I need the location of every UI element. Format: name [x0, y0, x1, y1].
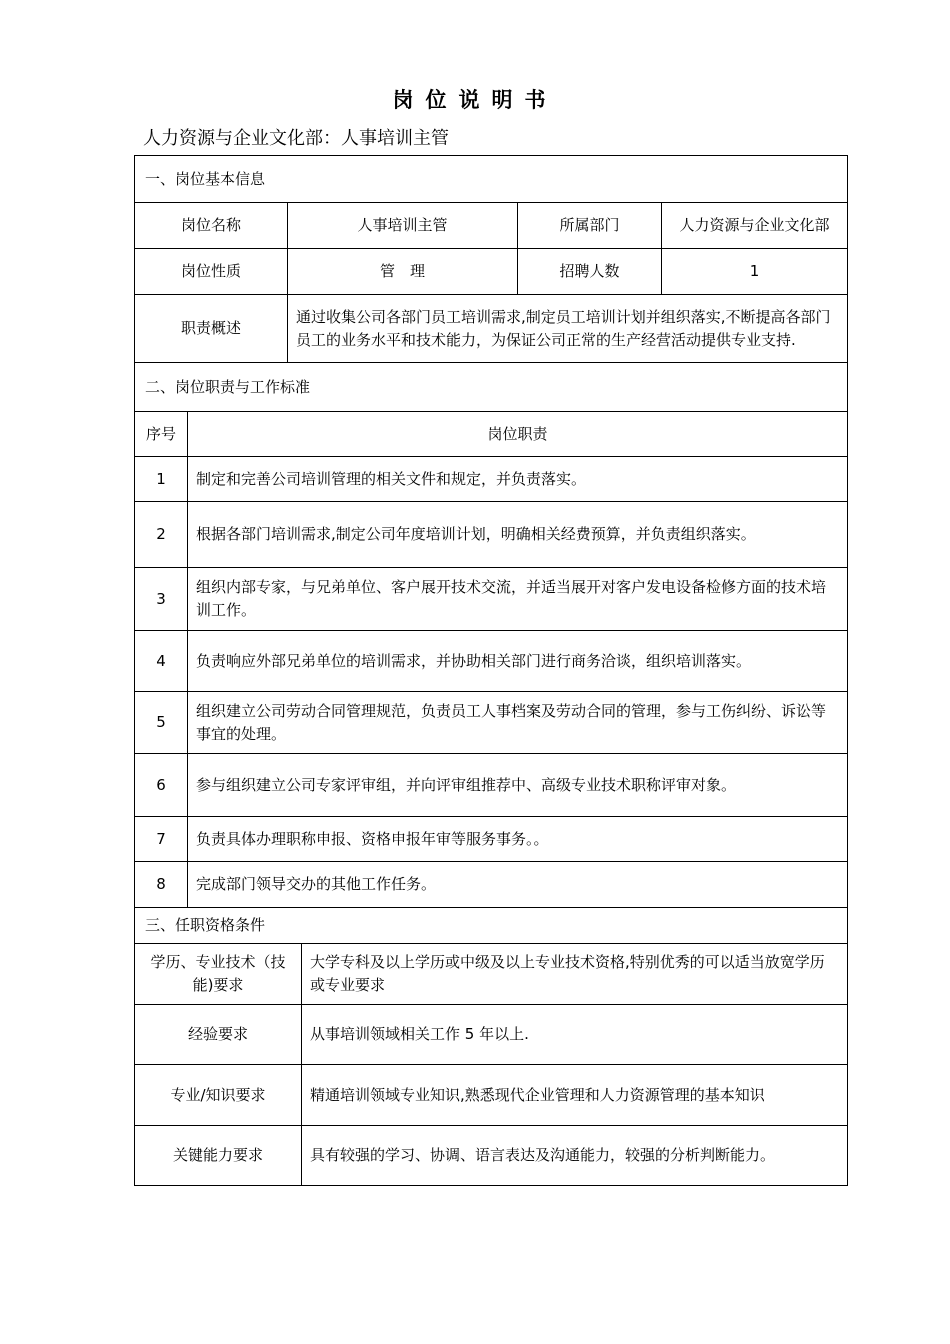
table-row	[135, 862, 847, 908]
section-title: 三、任职资格条件	[145, 916, 266, 934]
column-header-duty: 岗位职责	[487, 424, 548, 443]
duty-number: 1	[135, 457, 188, 501]
table-row	[135, 249, 847, 295]
requirement-label: 学历、专业技术（技能)要求	[135, 944, 302, 1004]
duty-text: 参与组织建立公司专家评审组，并向评审组推荐中、高级专业技术职称评审对象。	[196, 775, 737, 794]
document-title: 岗位说明书	[392, 88, 558, 112]
requirement-label: 关键能力要求	[135, 1126, 302, 1185]
table-row	[135, 754, 847, 817]
table-header-row	[135, 412, 847, 457]
table-row	[135, 1126, 847, 1185]
table-row	[135, 203, 847, 249]
duty-number: 6	[135, 754, 188, 816]
section-title: 一、岗位基本信息	[145, 169, 266, 188]
duty-number: 5	[135, 692, 188, 753]
position-nature-label: 岗位性质	[135, 249, 288, 294]
requirement-value: 具有较强的学习、协调、语言表达及沟通能力，较强的分析判断能力。	[310, 1146, 776, 1164]
position-name-label: 岗位名称	[135, 203, 288, 248]
duty-number: 2	[135, 502, 188, 567]
table-row	[135, 457, 847, 502]
duty-text: 负责响应外部兄弟单位的培训需求，并协助相关部门进行商务洽谈，组织培训落实。	[196, 651, 752, 670]
requirement-value: 精通培训领域专业知识,熟悉现代企业管理和人力资源管理的基本知识	[310, 1085, 765, 1104]
table-row	[135, 692, 847, 754]
column-header-no: 序号	[135, 412, 188, 456]
section-heading-basic-info	[135, 156, 847, 203]
table-row	[135, 1065, 847, 1126]
department-value: 人力资源与企业文化部	[679, 216, 830, 234]
department-label: 所属部门	[518, 203, 662, 248]
position-name-value: 人事培训主管	[288, 203, 518, 248]
table-row	[135, 568, 847, 631]
headcount-value: 1	[749, 262, 760, 280]
requirement-label: 专业/知识要求	[135, 1065, 302, 1125]
duty-number: 4	[135, 631, 188, 691]
headcount-label: 招聘人数	[518, 249, 662, 294]
section-heading-duties	[135, 363, 847, 412]
duty-number: 8	[135, 862, 188, 907]
requirement-value: 从事培训领域相关工作 5 年以上.	[310, 1025, 529, 1043]
table-row	[135, 502, 847, 568]
duty-text: 组织建立公司劳动合同管理规范，负责员工人事档案及劳动合同的管理，参与工伤纠纷、诉讼等事宜的处理。	[196, 701, 827, 743]
table-row	[135, 295, 847, 363]
table-row	[135, 1005, 847, 1065]
duty-text: 完成部门领导交办的其他工作任务。	[196, 875, 437, 893]
duty-summary-value: 通过收集公司各部门员工培训需求,制定员工培训计划并组织落实,不断提高各部门员工的业务水平和技术能力，为保证公司正常的生产经营活动提供专业支持.	[296, 307, 831, 349]
table-row	[135, 944, 847, 1005]
job-description-table	[134, 155, 848, 1186]
duty-text: 根据各部门培训需求,制定公司年度培训计划，明确相关经费预算，并负责组织落实。	[196, 525, 756, 543]
position-nature-value: 管 理	[288, 249, 518, 294]
duty-text: 负责具体办理职称申报、资格申报年审等服务事务。。	[196, 829, 549, 848]
section-heading-qualifications	[135, 908, 847, 944]
document-subtitle: 人力资源与企业文化部：人事培训主管	[143, 128, 449, 149]
requirement-value: 大学专科及以上学历或中级及以上专业技术资格,特别优秀的可以适当放宽学历或专业要求	[310, 953, 825, 994]
duty-summary-label: 职责概述	[135, 295, 288, 362]
requirement-label: 经验要求	[135, 1005, 302, 1064]
duty-number: 3	[135, 568, 188, 630]
table-row	[135, 631, 847, 692]
section-title: 二、岗位职责与工作标准	[145, 377, 311, 396]
duty-text: 组织内部专家，与兄弟单位、客户展开技术交流，并适当展开对客户发电设备检修方面的技术培训工作。	[196, 578, 827, 619]
table-row	[135, 817, 847, 862]
duty-text: 制定和完善公司培训管理的相关文件和规定，并负责落实。	[196, 469, 587, 488]
duty-number: 7	[135, 817, 188, 861]
